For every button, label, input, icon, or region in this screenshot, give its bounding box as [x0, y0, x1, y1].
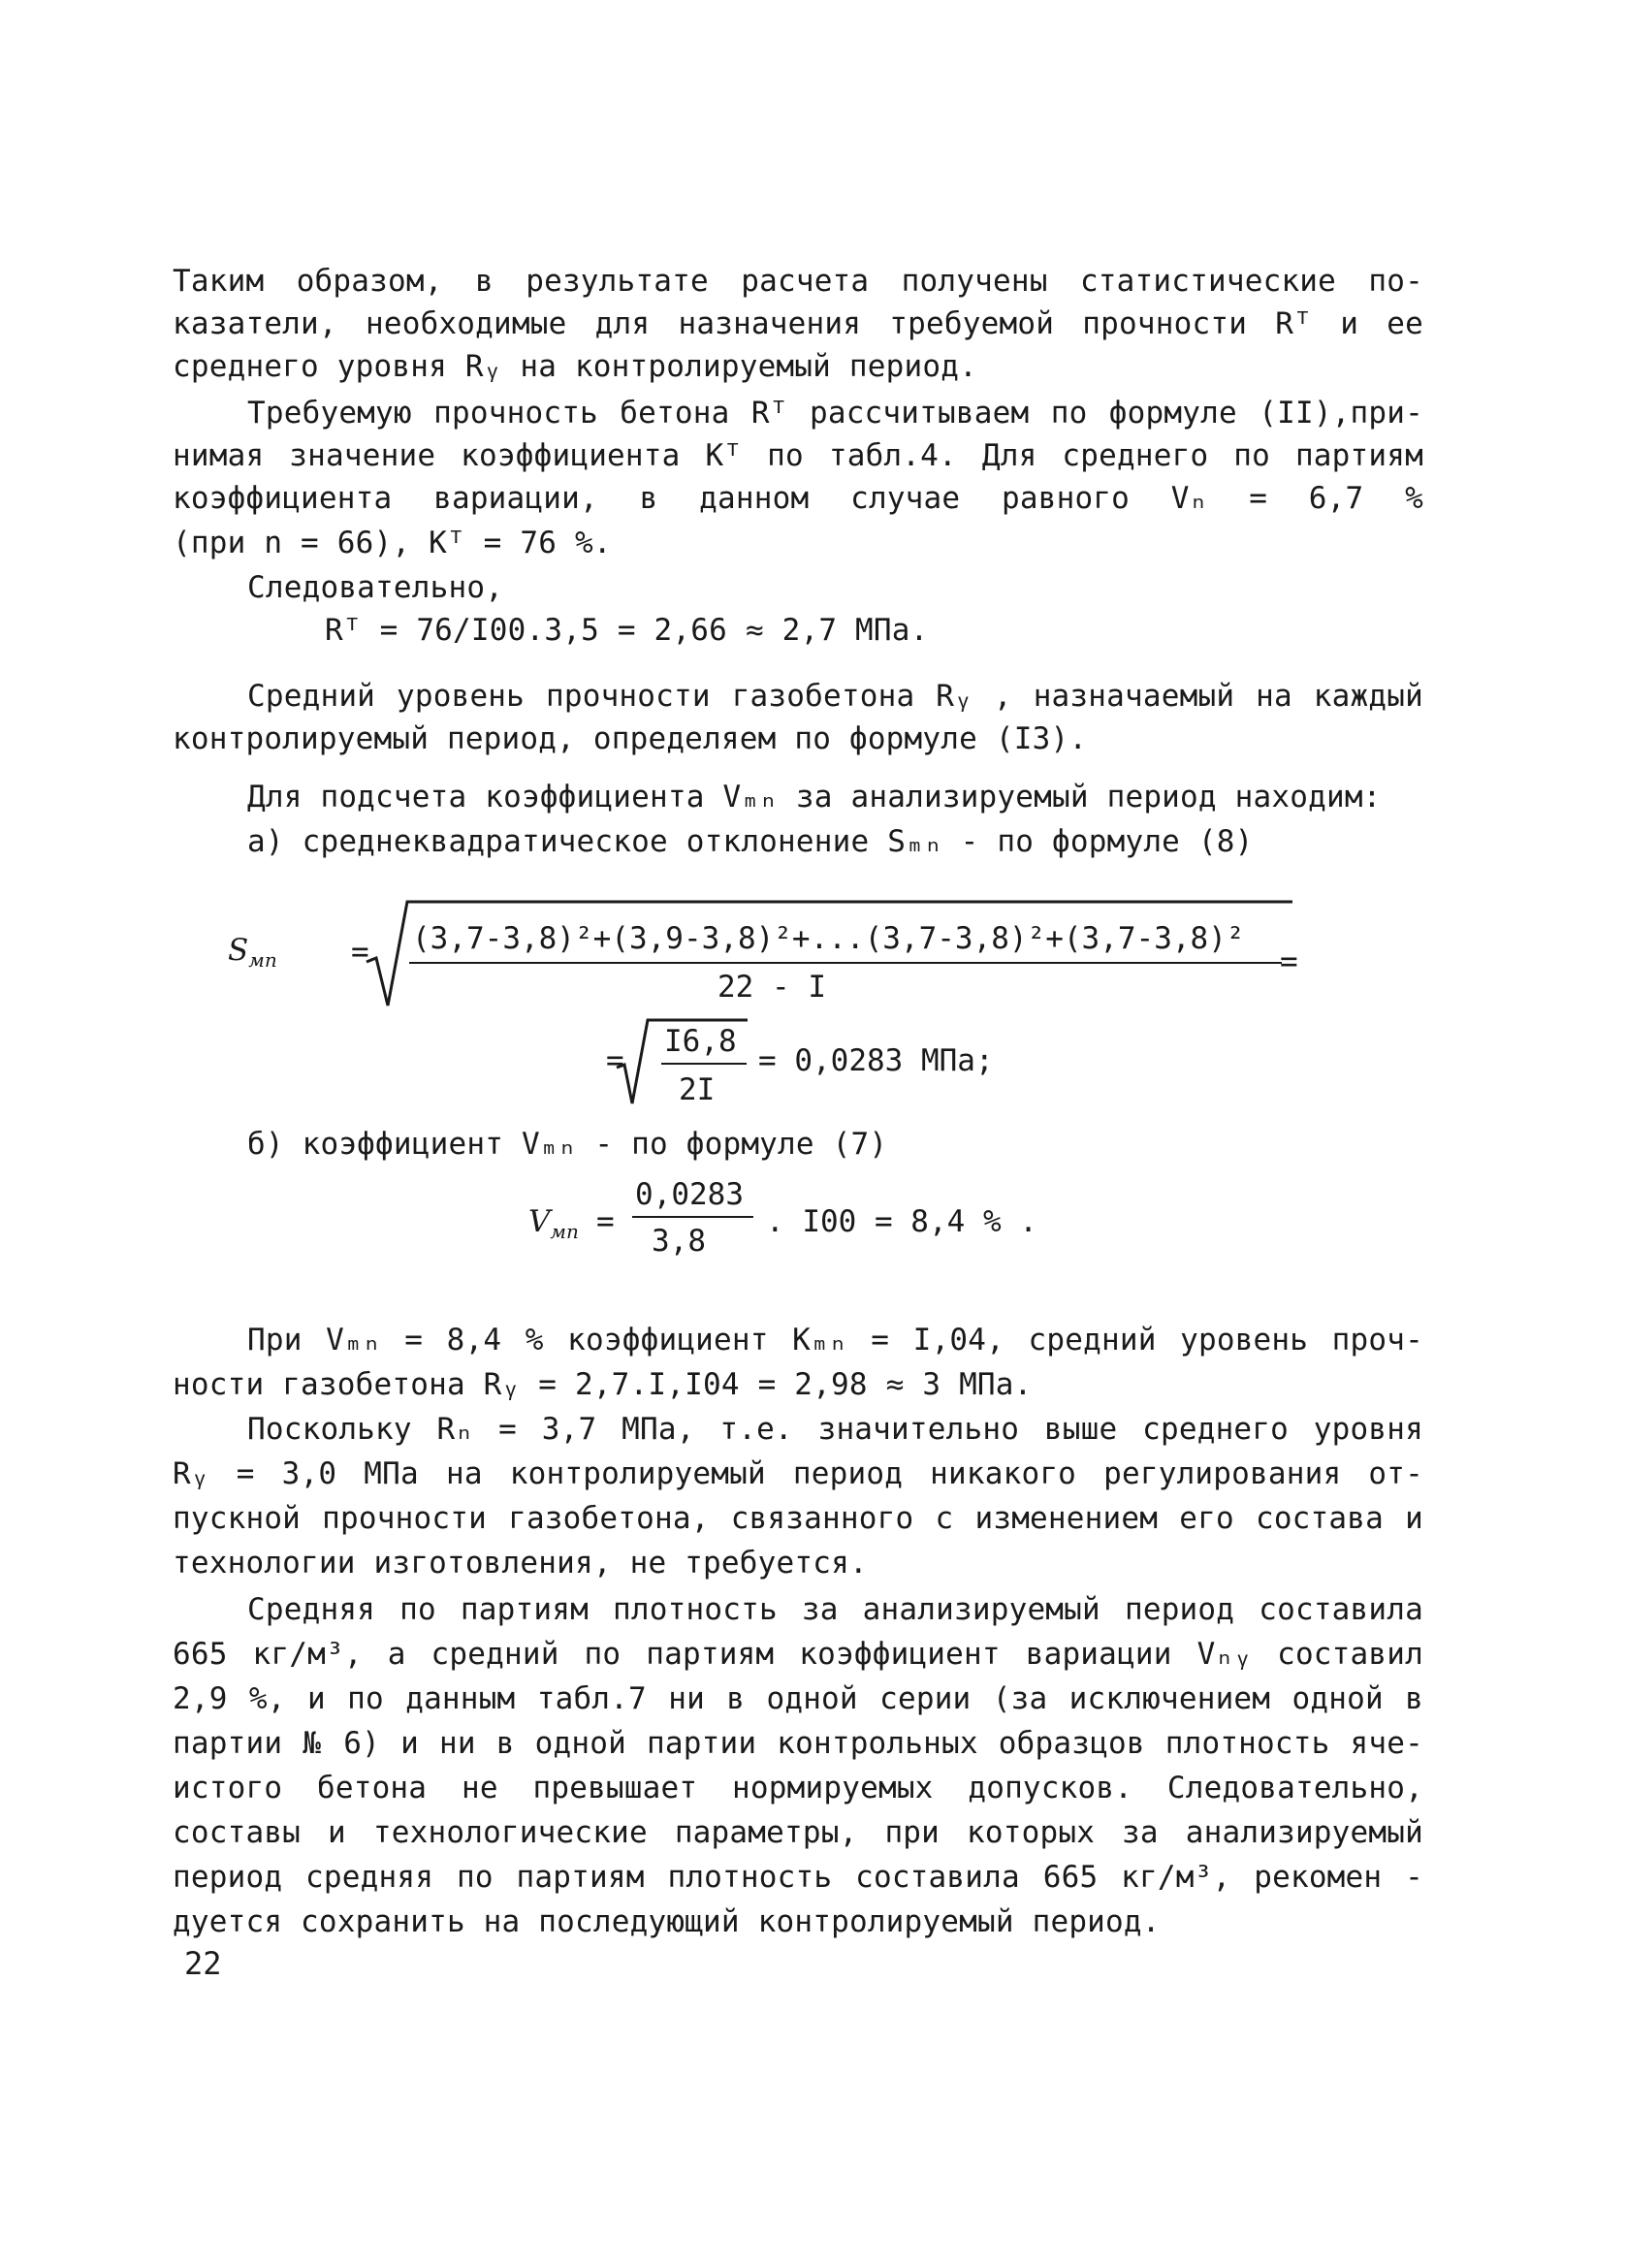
text-line: партии № 6) и ни в одной партии контрольных образцов плотность яче- [173, 1726, 1423, 1761]
text-line: Средний уровень прочности газобетона Rᵧ , назначаемый на каждый [247, 679, 1423, 714]
formula-v-denominator: 3,8 [652, 1224, 706, 1259]
formula-s2-denominator: 2I [679, 1072, 716, 1107]
formula-s-equals: = [351, 935, 369, 970]
text-line: б) коэффициент Vₘₙ - по формуле (7) [247, 1127, 888, 1162]
text-line: Поскольку Rₙ = 3,7 МПа, т.е. значительно выше среднего уровня [247, 1412, 1423, 1447]
text-line: 665 кг/м³, а средний по партиям коэффициент вариации Vₙᵧ составил [173, 1637, 1423, 1672]
text-line: Rᵧ = 3,0 МПа на контролируемый период никакого регулирования от- [173, 1456, 1423, 1491]
formula-s2-numerator: I6,8 [664, 1024, 737, 1059]
text-line: коэффициента вариации, в данном случае равного Vₙ = 6,7 % [173, 481, 1423, 516]
fraction-bar [632, 1216, 753, 1218]
text-line: Следовательно, [247, 570, 504, 605]
formula-line: Rᵀ = 76/I00.3,5 = 2,66 ≈ 2,7 МПа. [325, 613, 929, 648]
text-line: пускной прочности газобетона, связанного с изменением его состава и [173, 1501, 1423, 1536]
text-line: казатели, необходимые для назначения требуемой прочности Rᵀ и ее [173, 306, 1423, 341]
fraction-bar [661, 1063, 747, 1065]
text-line: контролируемый период, определяем по формуле (I3). [173, 721, 1088, 756]
text-line: дуется сохранить на последующий контролируемый период. [173, 1904, 1161, 1939]
text-line: истого бетона не превышает нормируемых допусков. Следовательно, [173, 1771, 1423, 1805]
formula-v-result: . I00 = 8,4 % . [766, 1204, 1037, 1239]
formula-v-lhs: $V_{мп}$ [528, 1204, 579, 1244]
text-line: Требуемую прочность бетона Rᵀ рассчитываем по формуле (II),при- [247, 396, 1423, 431]
formula-s-numerator: (3,7-3,8)²+(3,9-3,8)²+...(3,7-3,8)²+(3,7-3,8)² [412, 921, 1245, 956]
formula-v-equals: = [596, 1204, 615, 1239]
text-line: Таким образом, в результате расчета получены статистические по- [173, 264, 1423, 299]
formula-s2-result: = 0,0283 МПа; [758, 1043, 994, 1078]
formula-s-trailing-equals: = [1280, 944, 1298, 979]
formula-s-denominator: 22 - I [717, 970, 826, 1005]
text-line: (при n = 66), Kᵀ = 76 %. [173, 526, 612, 560]
fraction-bar [409, 962, 1282, 964]
text-line: Средняя по партиям плотность за анализируемый период составила [247, 1592, 1423, 1627]
text-line: технологии изготовления, не требуется. [173, 1546, 868, 1581]
text-line: среднего уровня Rᵧ на контролируемый период. [173, 349, 977, 384]
text-line: а) среднеквадратическое отклонение Sₘₙ - по формуле (8) [247, 824, 1254, 859]
text-line: период средняя по партиям плотность составила 665 кг/м³, рекомен - [173, 1860, 1423, 1895]
text-line: нимая значение коэффициента Kᵀ по табл.4. Для среднего по партиям [173, 438, 1423, 473]
text-line: При Vₘₙ = 8,4 % коэффициент Kₘₙ = I,04, средний уровень проч- [247, 1323, 1423, 1358]
text-line: составы и технологические параметры, при которых за анализируемый [173, 1815, 1423, 1850]
text-line: Для подсчета коэффициента Vₘₙ за анализируемый период находим: [247, 780, 1382, 815]
page-number: 22 [184, 1945, 222, 1982]
text-line: 2,9 %, и по данным табл.7 ни в одной серии (за исключением одной в [173, 1681, 1423, 1716]
text-line: ности газобетона Rᵧ = 2,7.I,I04 = 2,98 ≈ 3 МПа. [173, 1367, 1033, 1402]
formula-s2-equals: = [606, 1043, 624, 1078]
formula-s-lhs: $S_{мп}$ [228, 933, 277, 973]
formula-v-numerator: 0,0283 [635, 1177, 744, 1212]
